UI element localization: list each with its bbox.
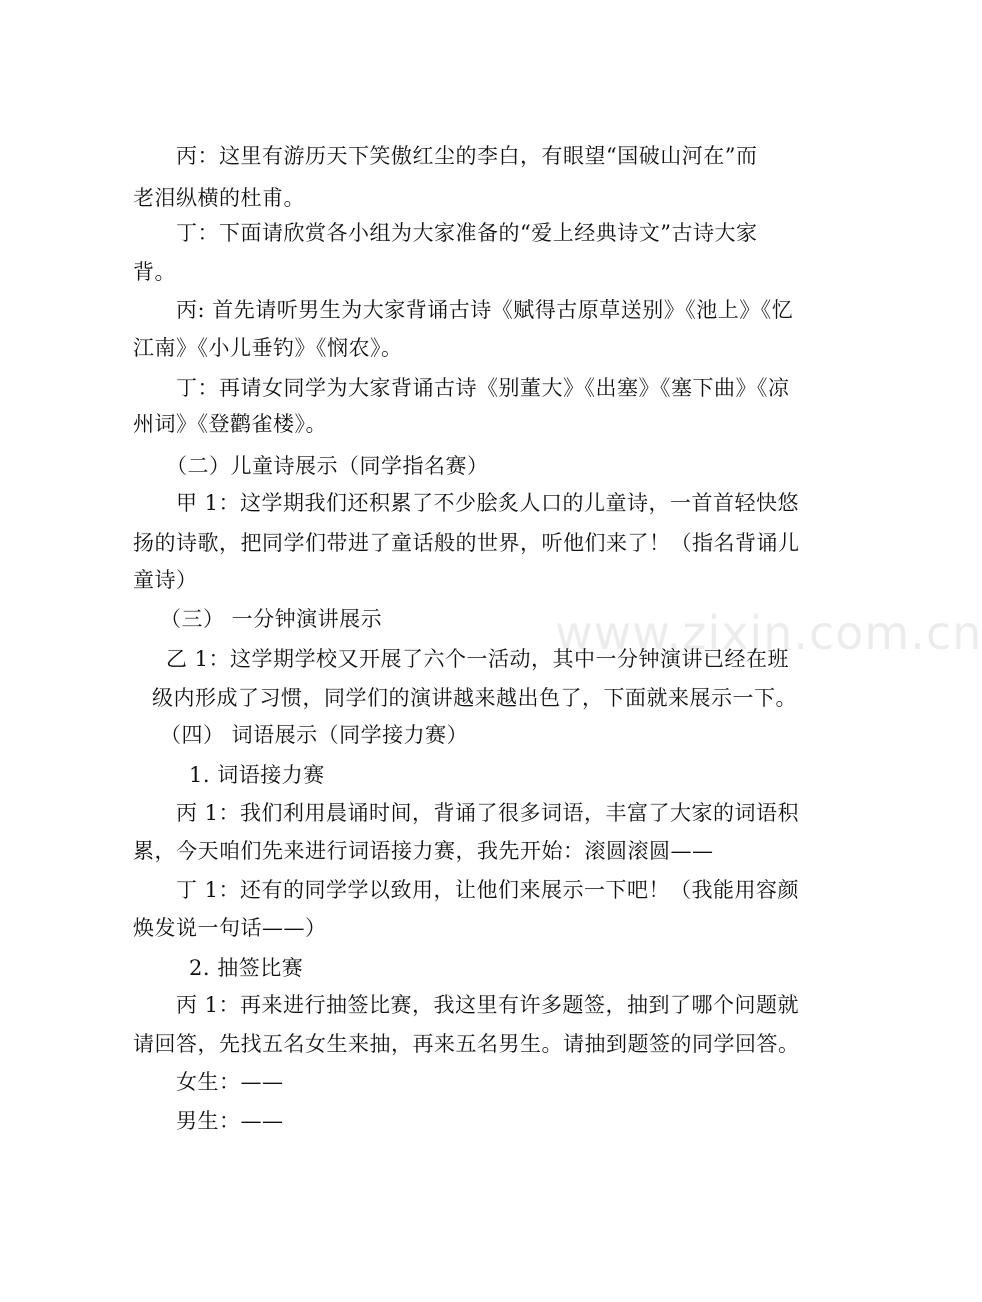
section-heading: （四） 词语展示（同学接力赛）	[160, 723, 469, 747]
dialogue-line: 丙: 首先请听男生为大家背诵古诗《赋得古原草送别》《池上》《忆	[176, 298, 794, 322]
dialogue-line: 丁 1：还有的同学学以致用，让他们来展示一下吧！（我能用容颜	[176, 878, 800, 902]
dialogue-line: 童诗）	[133, 568, 198, 592]
subsection-heading: 1. 词语接力赛	[189, 763, 325, 787]
dialogue-line: 州词》《登鹳雀楼》。	[133, 412, 327, 436]
section-heading: （三） 一分钟演讲展示	[160, 607, 383, 631]
dialogue-line: 江南》《小儿垂钓》《悯农》。	[133, 336, 403, 360]
dialogue-line: 级内形成了习惯，同学们的演讲越来越出色了，下面就来展示一下。	[152, 686, 797, 710]
dialogue-line: 甲 1：这学期我们还积累了不少脍炙人口的儿童诗，一首首轻快悠	[176, 491, 800, 515]
dialogue-line: 丙 1：我们利用晨诵时间，背诵了很多词语，丰富了大家的词语积	[176, 801, 800, 825]
dialogue-line: 丙：这里有游历天下笑傲红尘的李白，有眼望“国破山河在”而	[176, 144, 758, 168]
dialogue-line: 扬的诗歌，把同学们带进了童话般的世界，听他们来了！（指名背诵儿	[133, 531, 800, 555]
dialogue-line: 请回答，先找五名女生来抽，再来五名男生。请抽到题签的同学回答。	[133, 1032, 800, 1056]
dialogue-line: 丙 1：再来进行抽签比赛，我这里有许多题签，抽到了哪个问题就	[176, 993, 800, 1017]
subsection-heading: 2. 抽签比赛	[189, 956, 304, 980]
watermark: www.zixin.com.cn	[555, 606, 982, 660]
dialogue-line: 老泪纵横的杜甫。	[133, 186, 305, 210]
dialogue-line: 乙 1：这学期学校又开展了六个一活动，其中一分钟演讲已经在班	[166, 647, 790, 671]
dialogue-line: 女生：——	[176, 1070, 284, 1094]
dialogue-line: 累，今天咱们先来进行词语接力赛，我先开始：滚圆滚圆——	[133, 839, 714, 863]
dialogue-line: 背。	[133, 260, 176, 284]
dialogue-line: 男生：——	[176, 1109, 284, 1133]
dialogue-line: 焕发说一句话——）	[133, 916, 327, 940]
dialogue-line: 丁：下面请欣赏各小组为大家准备的“爱上经典诗文”古诗大家	[176, 221, 758, 245]
section-heading: （二）儿童诗展示（同学指名赛）	[166, 454, 489, 478]
dialogue-line: 丁：再请女同学为大家背诵古诗《别董大》《出塞》《塞下曲》《凉	[176, 376, 790, 400]
